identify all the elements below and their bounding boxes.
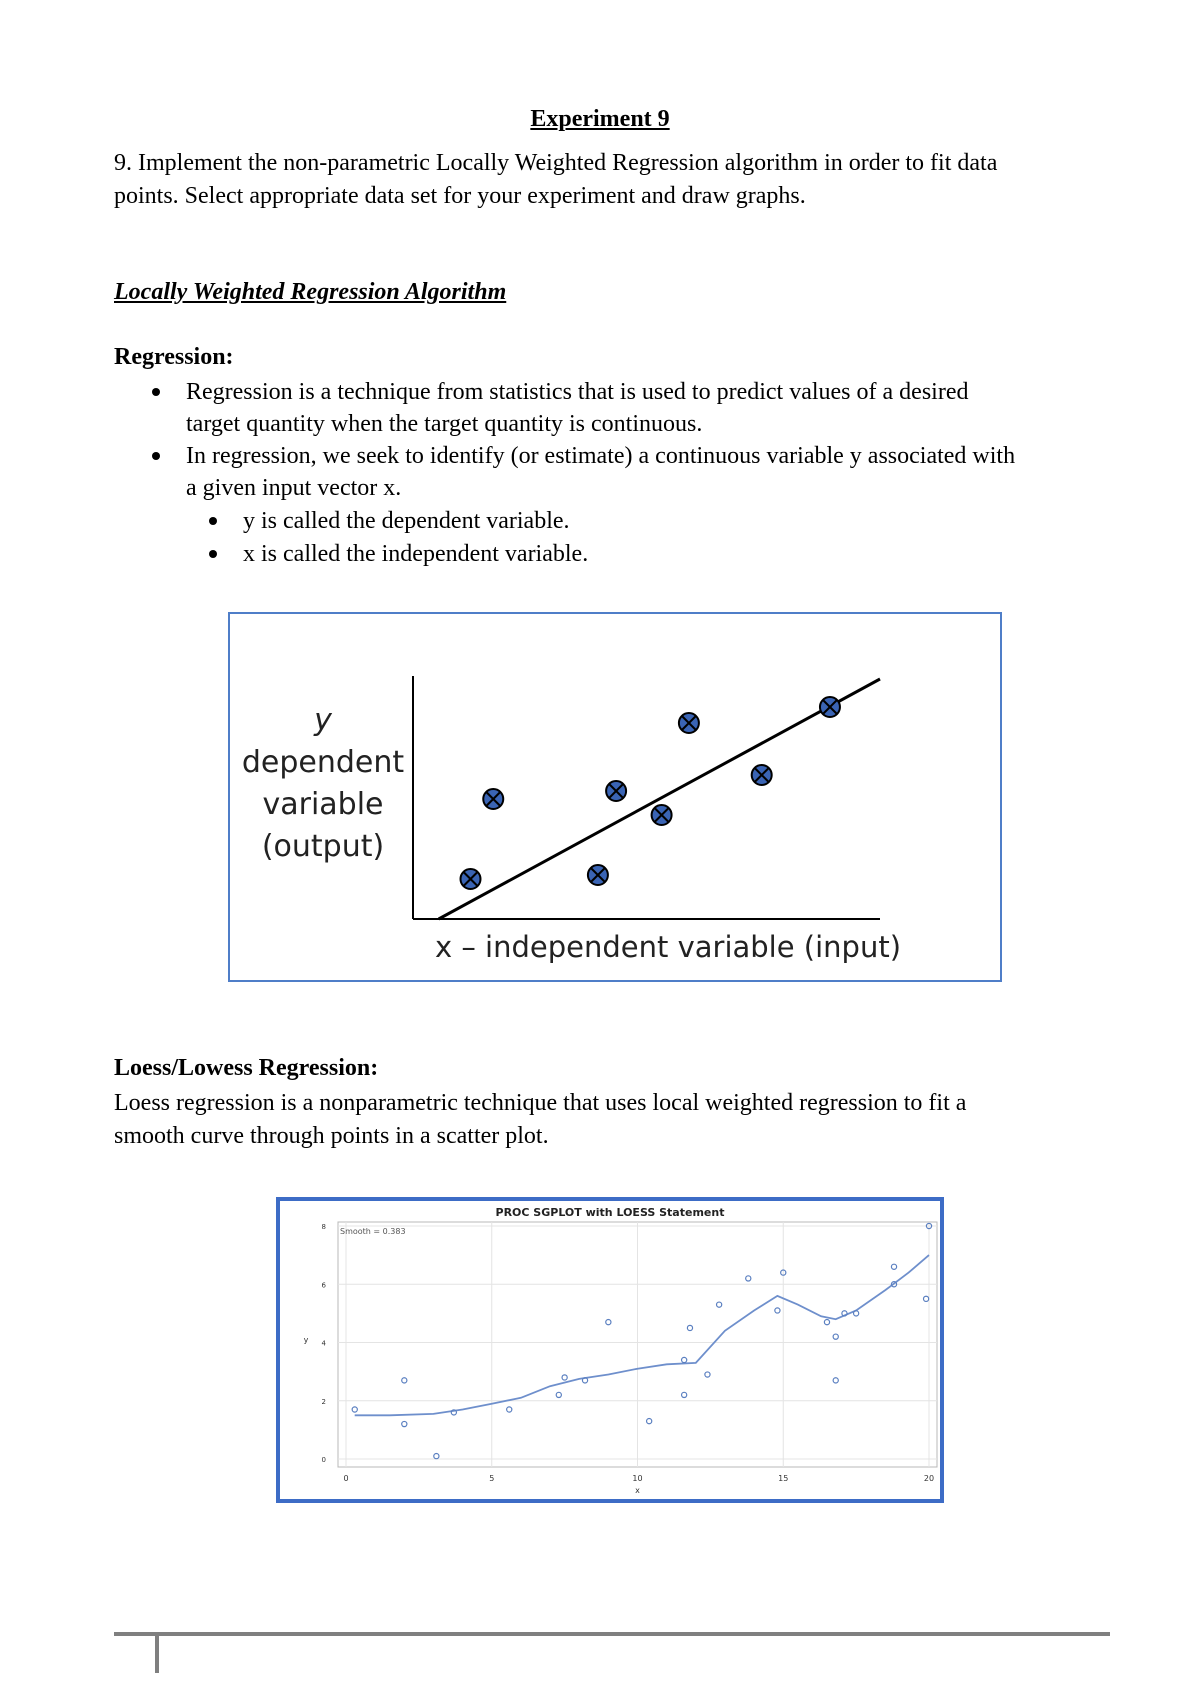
data-point [606, 781, 626, 801]
x-tick-label: 10 [632, 1474, 643, 1483]
data-point [588, 865, 608, 885]
y-axis-label-line: y [314, 703, 332, 738]
footer-tick [155, 1635, 159, 1673]
bullet-text: x is called the independent variable. [243, 541, 589, 567]
bullet-line: a given input vector x. [186, 475, 402, 501]
data-point [820, 697, 840, 717]
y-tick-label: 4 [321, 1339, 326, 1348]
loess-line-1: Loess regression is a nonparametric technique that uses local weighted regression to fit a [114, 1090, 967, 1116]
fit-line [439, 679, 880, 919]
y-axis-label-line: (output) [261, 829, 385, 864]
page-title: Experiment 9 [530, 106, 670, 132]
bullet-dot [152, 452, 160, 460]
bullet-text [186, 440, 1015, 504]
y-axis-label: y [303, 1335, 309, 1345]
intro-line-2: points. Select appropriate data set for your experiment and draw graphs. [114, 183, 806, 209]
bullet-dot [209, 550, 217, 558]
y-tick-label: 0 [321, 1456, 326, 1464]
loess-chart [280, 1201, 940, 1499]
sub-list-item [209, 538, 909, 570]
x-tick-label: 5 [489, 1474, 495, 1483]
regression-heading: Regression: [114, 344, 234, 370]
list-item [152, 376, 1112, 440]
sub-list-item [209, 505, 909, 537]
data-point [752, 765, 772, 785]
intro-line-1: 9. Implement the non-parametric Locally Weighted Regression algorithm in order to fit data [114, 150, 998, 176]
x-axis-label: x [635, 1486, 640, 1495]
bullet-dot [152, 388, 160, 396]
y-tick-label: 2 [321, 1397, 326, 1406]
intro-paragraph [114, 147, 1104, 213]
x-tick-label: 15 [778, 1474, 789, 1483]
x-axis-label: x – independent variable (input) [434, 930, 902, 964]
loess-heading: Loess/Lowess Regression: [114, 1055, 379, 1081]
y-tick-label: 8 [321, 1223, 326, 1231]
y-axis-label-line: variable [262, 787, 384, 822]
bullet-line: target quantity when the target quantity is continuous. [186, 411, 703, 437]
loess-plot-figure [276, 1197, 944, 1503]
data-point [483, 789, 503, 809]
data-point [652, 805, 672, 825]
smooth-annotation: Smooth = 0.383 [340, 1227, 406, 1236]
bullet-text: y is called the dependent variable. [243, 508, 570, 534]
bullet-text [186, 376, 968, 440]
loess-paragraph [114, 1087, 1104, 1153]
section-title: Locally Weighted Regression Algorithm [114, 279, 507, 305]
loess-line-2: smooth curve through points in a scatter plot. [114, 1123, 549, 1149]
x-tick-label: 0 [343, 1474, 349, 1483]
data-point [461, 869, 481, 889]
y-axis-label-line: dependent [241, 745, 405, 780]
chart-title: PROC SGPLOT with LOESS Statement [495, 1206, 725, 1219]
list-item [152, 440, 1112, 504]
bullet-line: In regression, we seek to identify (or estimate) a continuous variable y associated with [186, 443, 1016, 469]
regression-concept-chart [230, 614, 1000, 980]
bullet-line: Regression is a technique from statistics that is used to predict values of a desired [186, 379, 969, 405]
regression-concept-figure [228, 612, 1002, 982]
footer-rule [114, 1632, 1110, 1636]
bullet-dot [209, 517, 217, 525]
y-tick-label: 6 [321, 1281, 326, 1290]
x-tick-label: 20 [923, 1474, 935, 1483]
data-point [679, 713, 699, 733]
